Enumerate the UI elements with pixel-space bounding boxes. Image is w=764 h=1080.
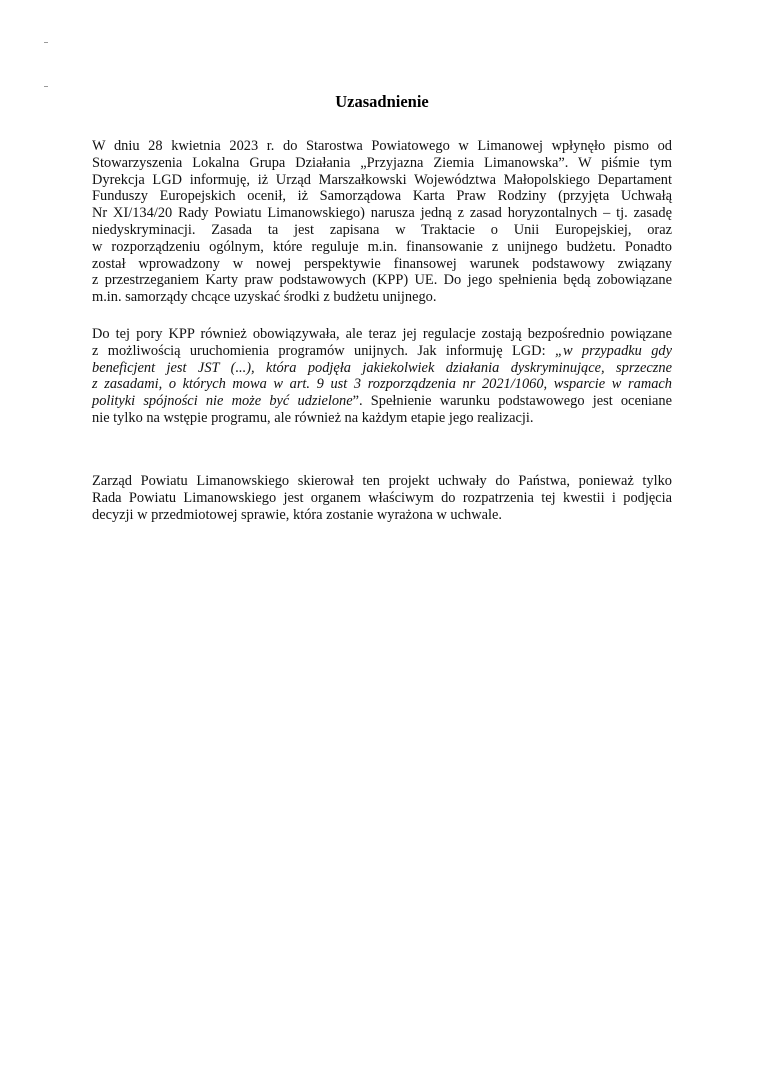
scan-mark	[44, 86, 48, 87]
paragraph-3	[92, 473, 672, 523]
paragraph-3-line: decyzji w przedmiotowej sprawie, która zostanie wyrażona w uchwale.	[92, 506, 502, 523]
paragraph-2-line	[92, 360, 672, 377]
paragraph-2-line	[92, 393, 672, 410]
quote-text: polityki spójności nie może być udzielone	[92, 393, 353, 410]
paragraph-1	[92, 138, 672, 306]
paragraph-1-line: został wprowadzony w nowej perspektywie finansowej warunek podstawowy związany	[92, 255, 672, 272]
paragraph-2-line	[92, 376, 672, 393]
paragraph-2-text: z możliwością uruchomienia programów unijnych. Jak informuję LGD:	[92, 342, 555, 359]
paragraph-3-line: Rada Powiatu Limanowskiego jest organem właściwym do rozpatrzenia tej kwestii i podjęcia	[92, 489, 672, 506]
paragraph-1-line: Dyrekcja LGD informuję, iż Urząd Marszałkowski Województwa Małopolskiego Departament	[92, 171, 672, 188]
paragraph-1-line: Funduszy Europejskich ocenił, iż Samorządowa Karta Praw Rodziny (przyjęta Uchwałą	[92, 188, 672, 205]
paragraph-1-line: Stowarzyszenia Lokalna Grupa Działania „Przyjazna Ziemia Limanowska”. W piśmie tym	[92, 154, 672, 171]
document-title: Uzasadnienie	[335, 92, 429, 111]
paragraph-2-line: Do tej pory KPP również obowiązywała, ale teraz jej regulacje zostają bezpośrednio powiązane	[92, 326, 672, 342]
paragraph-1-line: W dniu 28 kwietnia 2023 r. do Starostwa Powiatowego w Limanowej wpłynęło pismo od	[92, 138, 672, 154]
paragraph-3-line: Zarząd Powiatu Limanowskiego skierował ten projekt uchwały do Państwa, ponieważ tylko	[92, 473, 672, 489]
paragraph-1-line: Nr XI/134/20 Rady Powiatu Limanowskiego) narusza jedną z zasad horyzontalnych – tj. zasadę	[92, 205, 672, 222]
quote-text: beneficjent jest JST (...), która podjęła jakiekolwiek działania dyskryminujące, sprzeczne	[92, 359, 672, 376]
paragraph-1-line: m.in. samorządy chcące uzyskać środki z budżetu unijnego.	[92, 289, 437, 306]
paragraph-2-line	[92, 343, 672, 360]
paragraph-1-line: w rozporządzeniu ogólnym, które reguluje m.in. finansowanie z unijnego budżetu. Ponadto	[92, 238, 672, 255]
quote-text: „w przypadku gdy	[554, 342, 672, 359]
scan-mark	[44, 42, 48, 43]
paragraph-2	[92, 326, 672, 427]
paragraph-1-line: z przestrzeganiem Karty praw podstawowych (KPP) UE. Do jego spełnienia będą zobowiązane	[92, 272, 672, 289]
paragraph-1-line: niedyskryminacji. Zasada ta jest zapisana w Traktacie o Unii Europejskiej, oraz	[92, 221, 672, 238]
quote-text: z zasadami, o których mowa w art. 9 ust 3 rozporządzenia nr 2021/1060, wsparcie w ramach	[92, 376, 672, 393]
paragraph-2-line: nie tylko na wstępie programu, ale również na każdym etapie jego realizacji.	[92, 409, 534, 426]
paragraph-2-text: ”. Spełnienie warunku podstawowego jest oceniane	[352, 393, 672, 410]
